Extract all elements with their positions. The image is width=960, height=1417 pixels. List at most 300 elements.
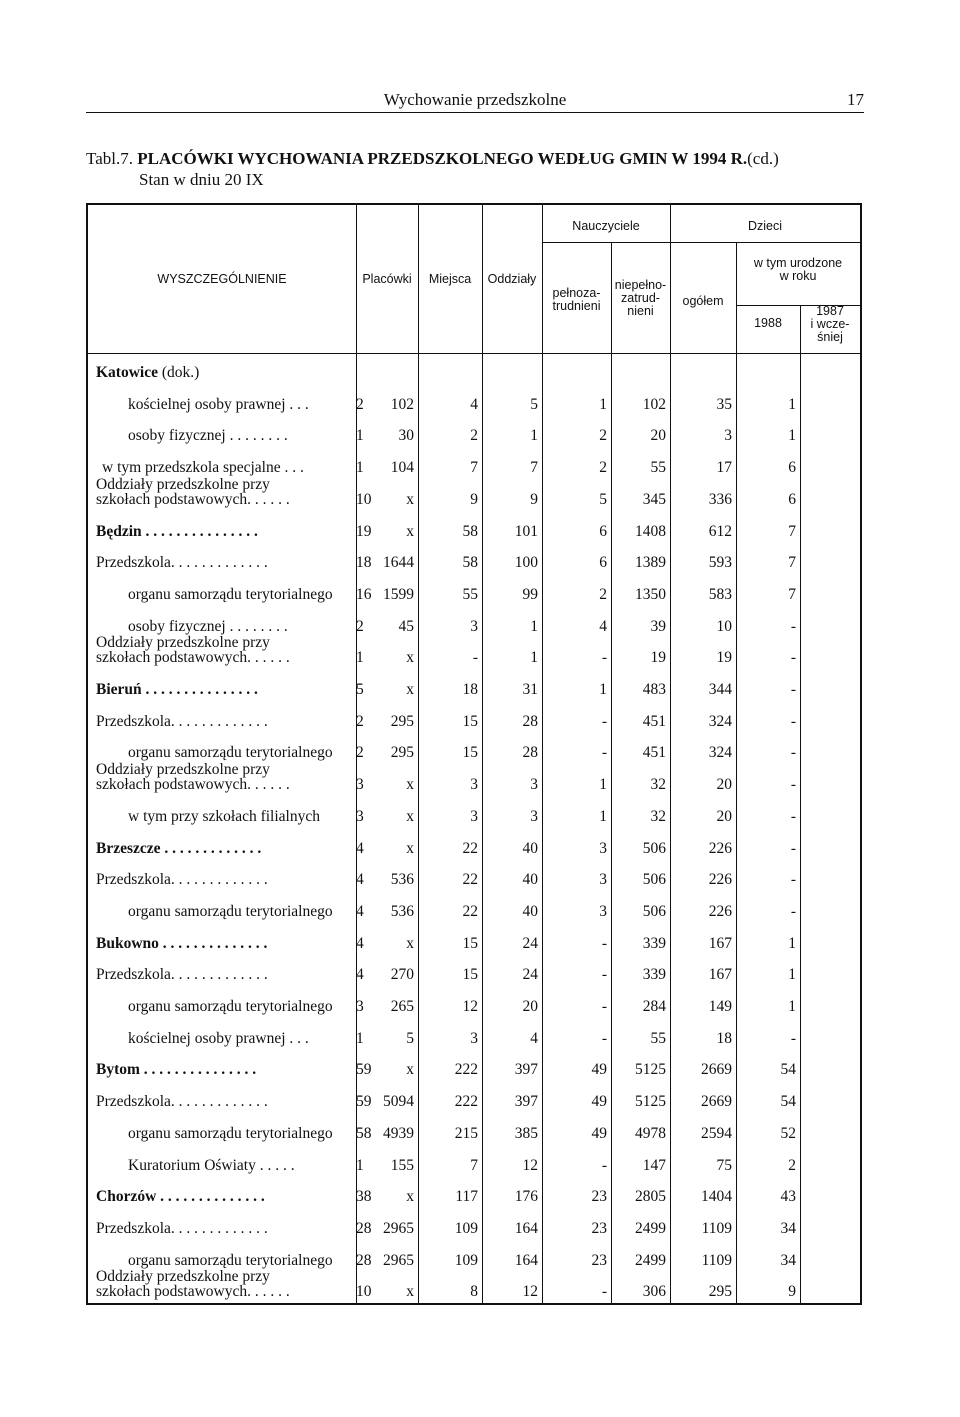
- table-cell: 1: [599, 776, 607, 794]
- table-cell: 40: [522, 902, 538, 920]
- table-cell: -: [790, 649, 796, 667]
- row-label: organu samorządu terytorialnego: [128, 744, 333, 762]
- table-cell: 35: [716, 395, 732, 413]
- table-cell: 10: [716, 617, 732, 635]
- page-number: 17: [847, 90, 864, 109]
- table-cell: 19: [356, 522, 372, 540]
- table-cell: 536: [390, 902, 414, 920]
- table-cell: 1644: [383, 554, 414, 572]
- header-1988: 1988: [754, 316, 782, 330]
- header-pelnozatrudnieni: pełnoza- trudnieni: [552, 286, 601, 313]
- table-cell: -: [790, 617, 796, 635]
- table-cell: x: [406, 681, 414, 698]
- table-cell: -: [790, 871, 796, 889]
- table-cell: -: [601, 649, 607, 667]
- header-nauczyciele: Nauczyciele: [572, 219, 640, 233]
- caption-title: PLACÓWKI WYCHOWANIA PRZEDSZKOLNEGO WEDŁUG GMIN W 1994 R.: [137, 149, 748, 168]
- table-cell: 4: [530, 1029, 538, 1047]
- table-cell: 3: [470, 807, 478, 825]
- table-cell: 3: [470, 1029, 478, 1047]
- table-cell: 345: [642, 490, 666, 508]
- table-cell: 12: [522, 1283, 538, 1301]
- table-cell: 32: [650, 776, 666, 794]
- table-cell: 3: [599, 871, 607, 889]
- table-cell: x: [406, 839, 414, 857]
- row-label: kościelnej osoby prawnej . . .: [128, 1029, 309, 1047]
- table-cell: 164: [514, 1219, 538, 1237]
- table-cell: 2594: [701, 1124, 732, 1142]
- table-cell: 3: [470, 617, 478, 635]
- table-cell: -: [790, 1029, 796, 1047]
- table-row: [88, 1030, 864, 1056]
- table-cell: 7: [470, 1156, 478, 1174]
- row-label: Bukowno . . . . . . . . . . . . . .: [96, 934, 268, 952]
- table-cell: 15: [462, 712, 478, 730]
- table-cell: 3: [599, 839, 607, 857]
- row-label: Przedszkola. . . . . . . . . . . . .: [96, 712, 268, 730]
- table-cell: -: [790, 839, 796, 857]
- table-cell: 30: [398, 427, 414, 445]
- row-label: Brzeszcze . . . . . . . . . . . . .: [96, 839, 262, 857]
- table-cell: 20: [716, 807, 732, 825]
- table-cell: 2499: [635, 1251, 666, 1269]
- table-cell: 59: [356, 1093, 372, 1111]
- table-cell: 593: [708, 554, 732, 572]
- table-cell: 4: [356, 934, 364, 952]
- table-row: [88, 1188, 864, 1214]
- table-cell: x: [406, 807, 414, 825]
- table-caption: [86, 148, 779, 190]
- table-cell: 19: [716, 649, 732, 667]
- table-cell: 339: [642, 966, 666, 984]
- caption-prefix: Tabl.7.: [86, 149, 138, 168]
- row-label: osoby fizycznej . . . . . . . .: [128, 617, 288, 635]
- table-cell: 31: [522, 681, 538, 698]
- table-cell: 1109: [701, 1251, 732, 1269]
- table-cell: 295: [708, 1283, 732, 1301]
- table-cell: 12: [522, 1156, 538, 1174]
- table-row: [88, 903, 864, 929]
- row-label: Bieruń . . . . . . . . . . . . . . .: [96, 681, 258, 698]
- table-cell: 8: [470, 1283, 478, 1301]
- table-row: [88, 554, 864, 580]
- table-cell: 15: [462, 966, 478, 984]
- table-cell: 3: [724, 427, 732, 445]
- table-cell: 1: [788, 395, 796, 413]
- table-cell: 20: [716, 776, 732, 794]
- table-cell: 2: [599, 427, 607, 445]
- table-cell: 16: [356, 585, 372, 603]
- table-cell: 101: [514, 522, 538, 540]
- table-cell: 2: [788, 1156, 796, 1174]
- table-cell: 52: [780, 1124, 796, 1142]
- table-cell: -: [601, 998, 607, 1015]
- table-cell: 7: [788, 554, 796, 572]
- table-cell: 339: [642, 934, 666, 952]
- table-cell: 1350: [635, 585, 666, 603]
- table-cell: 1: [530, 617, 538, 635]
- row-label: Przedszkola. . . . . . . . . . . . .: [96, 871, 268, 889]
- header-w-tym-urodzone: w tym urodzone w roku: [753, 256, 843, 283]
- table-cell: 5: [599, 490, 607, 508]
- table-cell: 397: [514, 1093, 538, 1111]
- row-label: Oddziały przedszkolne przy szkołach podstawowych. . . . . .: [96, 634, 290, 667]
- table-cell: -: [790, 807, 796, 825]
- table-cell: 28: [356, 1219, 372, 1237]
- table-cell: 18: [462, 681, 478, 698]
- table-row: [88, 840, 864, 866]
- table-cell: 102: [390, 395, 414, 413]
- table-cell: 49: [591, 1093, 607, 1111]
- row-label: organu samorządu terytorialnego: [128, 1251, 333, 1269]
- table-cell: x: [406, 934, 414, 952]
- row-label: osoby fizycznej . . . . . . . .: [128, 427, 288, 445]
- table-cell: 2: [599, 585, 607, 603]
- row-label: organu samorządu terytorialnego: [128, 902, 333, 920]
- table-cell: 55: [462, 585, 478, 603]
- table-cell: -: [790, 902, 796, 920]
- table-cell: 612: [708, 522, 732, 540]
- table-cell: 265: [390, 998, 414, 1015]
- table-cell: 4: [470, 395, 478, 413]
- table-row: [88, 681, 864, 707]
- row-label: Oddziały przedszkolne przy szkołach podstawowych. . . . . .: [96, 475, 290, 508]
- caption-date: Stan w dniu 20 IX: [139, 170, 264, 189]
- table-cell: 4978: [635, 1124, 666, 1142]
- table-cell: 5094: [383, 1093, 414, 1111]
- row-label: organu samorządu terytorialnego: [128, 585, 333, 603]
- table-cell: 1: [356, 1156, 364, 1174]
- table-cell: 1: [356, 649, 364, 667]
- table-cell: 58: [462, 554, 478, 572]
- table-cell: 18: [356, 554, 372, 572]
- table-cell: 506: [642, 871, 666, 889]
- table-cell: 12: [462, 998, 478, 1015]
- table-cell: 284: [642, 998, 666, 1015]
- row-label: w tym przedszkola specjalne . . .: [102, 459, 304, 477]
- table-cell: -: [790, 744, 796, 762]
- row-label: organu samorządu terytorialnego: [128, 1124, 333, 1142]
- table-cell: 222: [454, 1061, 478, 1079]
- table-cell: 75: [716, 1156, 732, 1174]
- table-cell: 15: [462, 934, 478, 952]
- header-niepelnozatrudnieni: niepełno- zatrud- nieni: [614, 278, 667, 318]
- table-row: [88, 396, 864, 422]
- table-cell: 19: [650, 649, 666, 667]
- table-cell: 104: [390, 459, 414, 477]
- table-cell: 39: [650, 617, 666, 635]
- table-cell: 4939: [383, 1124, 414, 1142]
- table-cell: 295: [390, 712, 414, 730]
- table-cell: 28: [522, 744, 538, 762]
- table-cell: 40: [522, 871, 538, 889]
- table-cell: 1: [530, 649, 538, 667]
- table-row: [88, 808, 864, 834]
- table-row: [88, 761, 864, 802]
- row-label: Oddziały przedszkolne przy szkołach podstawowych. . . . . .: [96, 1268, 290, 1301]
- table-cell: 6: [599, 522, 607, 540]
- table-cell: 583: [708, 585, 732, 603]
- table-cell: 38: [356, 1188, 372, 1206]
- table-cell: 54: [780, 1061, 796, 1079]
- table-cell: -: [601, 744, 607, 762]
- table-cell: x: [406, 490, 414, 508]
- table-cell: 7: [788, 585, 796, 603]
- table-cell: 100: [514, 554, 538, 572]
- data-table: [86, 203, 862, 1305]
- table-cell: 2805: [635, 1188, 666, 1206]
- table-cell: 324: [708, 712, 732, 730]
- table-cell: 1408: [635, 522, 666, 540]
- table-cell: 5125: [635, 1061, 666, 1079]
- table-cell: 5: [356, 681, 364, 698]
- table-cell: 3: [599, 902, 607, 920]
- table-cell: 4: [356, 871, 364, 889]
- table-row: [88, 475, 864, 517]
- table-cell: 3: [356, 776, 364, 794]
- table-cell: 1: [788, 998, 796, 1015]
- table-cell: 20: [650, 427, 666, 445]
- table-cell: 55: [650, 459, 666, 477]
- table-cell: 176: [514, 1188, 538, 1206]
- table-cell: 451: [642, 712, 666, 730]
- table-cell: 1404: [701, 1188, 732, 1206]
- table-cell: 17: [716, 459, 732, 477]
- table-cell: 7: [788, 522, 796, 540]
- table-cell: 3: [530, 807, 538, 825]
- table-cell: 506: [642, 902, 666, 920]
- table-cell: 3: [356, 998, 364, 1015]
- table-row: [88, 1061, 864, 1087]
- row-label: Przedszkola. . . . . . . . . . . . .: [96, 1093, 268, 1111]
- table-cell: 4: [356, 839, 364, 857]
- row-label: Oddziały przedszkolne przy szkołach podstawowych. . . . . .: [96, 761, 290, 794]
- table-cell: 1599: [383, 585, 414, 603]
- table-cell: 10: [356, 1283, 372, 1301]
- row-label: Katowice (dok.): [96, 364, 200, 381]
- table-cell: 2: [356, 617, 364, 635]
- table-cell: 385: [514, 1124, 538, 1142]
- table-cell: 164: [514, 1251, 538, 1269]
- table-cell: 147: [642, 1156, 666, 1174]
- table-cell: 7: [470, 459, 478, 477]
- table-cell: 336: [708, 490, 732, 508]
- header-wyszczegolnienie: WYSZCZEGÓLNIENIE: [157, 272, 287, 286]
- table-cell: -: [790, 712, 796, 730]
- table-cell: 1: [599, 681, 607, 698]
- table-row: [88, 871, 864, 897]
- table-cell: 155: [390, 1156, 414, 1174]
- running-head: [86, 90, 864, 113]
- table-row: [88, 966, 864, 992]
- table-cell: -: [601, 934, 607, 952]
- table-cell: 9: [788, 1283, 796, 1301]
- table-cell: x: [406, 649, 414, 667]
- table-cell: 28: [522, 712, 538, 730]
- table-cell: 226: [708, 839, 732, 857]
- table-row: [88, 713, 864, 739]
- header-oddzialy: Oddziały: [487, 272, 537, 286]
- table-cell: 222: [454, 1093, 478, 1111]
- table-cell: 2499: [635, 1219, 666, 1237]
- table-cell: 3: [530, 776, 538, 794]
- table-row: [88, 1220, 864, 1246]
- row-label: organu samorządu terytorialnego: [128, 998, 333, 1015]
- table-cell: 1: [788, 966, 796, 984]
- table-cell: 5: [530, 395, 538, 413]
- table-cell: 226: [708, 902, 732, 920]
- table-cell: -: [472, 649, 478, 667]
- table-cell: 2: [356, 744, 364, 762]
- table-row: [88, 1125, 864, 1151]
- table-cell: 10: [356, 490, 372, 508]
- table-cell: 59: [356, 1061, 372, 1079]
- table-row: [88, 1268, 864, 1309]
- table-cell: 506: [642, 839, 666, 857]
- table-cell: 24: [522, 966, 538, 984]
- table-cell: 2965: [383, 1251, 414, 1269]
- table-cell: 1: [788, 427, 796, 445]
- table-cell: 54: [780, 1093, 796, 1111]
- table-cell: 20: [522, 998, 538, 1015]
- table-cell: 5125: [635, 1093, 666, 1111]
- table-cell: 45: [398, 617, 414, 635]
- table-row: [88, 586, 864, 612]
- table-cell: -: [790, 681, 796, 698]
- table-cell: -: [601, 966, 607, 984]
- table-cell: 2: [599, 459, 607, 477]
- table-cell: x: [406, 522, 414, 540]
- row-label: Przedszkola. . . . . . . . . . . . .: [96, 966, 268, 984]
- table-row: [88, 1093, 864, 1119]
- table-cell: 22: [462, 871, 478, 889]
- table-row: [88, 1157, 864, 1183]
- table-cell: 2669: [701, 1061, 732, 1079]
- table-cell: 1: [356, 427, 364, 445]
- header-dzieci: Dzieci: [747, 219, 783, 233]
- table-cell: 109: [454, 1219, 478, 1237]
- table-cell: 5: [406, 1029, 414, 1047]
- table-cell: x: [406, 776, 414, 794]
- table-cell: 23: [591, 1188, 607, 1206]
- table-cell: 2: [356, 395, 364, 413]
- table-cell: 23: [591, 1219, 607, 1237]
- table-cell: x: [406, 1188, 414, 1206]
- table-cell: 99: [522, 585, 538, 603]
- table-cell: 15: [462, 744, 478, 762]
- table-row: [88, 998, 864, 1024]
- table-cell: -: [601, 1283, 607, 1301]
- table-row: [88, 523, 864, 549]
- table-cell: 270: [390, 966, 414, 984]
- table-cell: 1: [530, 427, 538, 445]
- table-cell: 2: [356, 712, 364, 730]
- table-cell: 22: [462, 902, 478, 920]
- table-cell: 6: [788, 490, 796, 508]
- table-cell: 6: [599, 554, 607, 572]
- table-cell: 2669: [701, 1093, 732, 1111]
- caption-suffix: (cd.): [747, 149, 779, 168]
- table-cell: 117: [455, 1188, 478, 1206]
- table-cell: 1: [356, 459, 364, 477]
- table-row: [88, 364, 864, 390]
- table-cell: 1: [599, 395, 607, 413]
- table-cell: 4: [599, 617, 607, 635]
- table-cell: 1: [788, 934, 796, 952]
- table-cell: 49: [591, 1124, 607, 1142]
- table-cell: 34: [780, 1251, 796, 1269]
- table-cell: x: [406, 1283, 414, 1301]
- header-ogolem: ogółem: [682, 294, 724, 308]
- table-cell: 2965: [383, 1219, 414, 1237]
- table-cell: 215: [454, 1124, 478, 1142]
- header-1987: 1987 i wcze- śniej: [810, 304, 850, 344]
- table-cell: 1389: [635, 554, 666, 572]
- table-cell: 483: [642, 681, 666, 698]
- table-cell: 3: [356, 807, 364, 825]
- row-label: w tym przy szkołach filialnych: [128, 807, 320, 825]
- row-label: Chorzów . . . . . . . . . . . . . .: [96, 1188, 265, 1206]
- table-cell: 24: [522, 934, 538, 952]
- table-cell: 7: [530, 459, 538, 477]
- table-cell: 43: [780, 1188, 796, 1206]
- row-label: Kuratorium Oświaty . . . . .: [128, 1156, 295, 1174]
- row-label: kościelnej osoby prawnej . . .: [128, 395, 309, 413]
- table-cell: 102: [642, 395, 666, 413]
- table-cell: 58: [462, 522, 478, 540]
- table-cell: 28: [356, 1251, 372, 1269]
- table-cell: 1: [356, 1029, 364, 1047]
- table-cell: 23: [591, 1251, 607, 1269]
- table-row: [88, 634, 864, 675]
- table-cell: 32: [650, 807, 666, 825]
- table-cell: 49: [591, 1061, 607, 1079]
- running-head-title: Wychowanie przedszkolne: [383, 90, 567, 109]
- table-cell: 34: [780, 1219, 796, 1237]
- table-cell: 344: [708, 681, 732, 698]
- row-label: Przedszkola. . . . . . . . . . . . .: [96, 554, 268, 572]
- table-cell: 226: [708, 871, 732, 889]
- row-label: Bytom . . . . . . . . . . . . . . .: [96, 1061, 257, 1079]
- row-label: Będzin . . . . . . . . . . . . . . .: [96, 522, 258, 540]
- table-cell: 149: [708, 998, 732, 1015]
- header-miejsca: Miejsca: [428, 272, 472, 286]
- table-cell: 4: [356, 966, 364, 984]
- row-label: Przedszkola. . . . . . . . . . . . .: [96, 1219, 268, 1237]
- table-cell: -: [790, 776, 796, 794]
- table-cell: 58: [356, 1124, 372, 1142]
- table-cell: 295: [390, 744, 414, 762]
- table-cell: 324: [708, 744, 732, 762]
- table-cell: 9: [530, 490, 538, 508]
- table-cell: 1109: [701, 1219, 732, 1237]
- table-row: [88, 935, 864, 961]
- table-cell: 2: [470, 427, 478, 445]
- table-cell: 40: [522, 839, 538, 857]
- table-cell: 22: [462, 839, 478, 857]
- table-cell: 167: [708, 934, 732, 952]
- table-cell: 55: [650, 1029, 666, 1047]
- table-cell: 451: [642, 744, 666, 762]
- table-cell: 306: [642, 1283, 666, 1301]
- table-cell: 167: [708, 966, 732, 984]
- table-cell: 536: [390, 871, 414, 889]
- table-cell: 397: [514, 1061, 538, 1079]
- table-cell: 1: [599, 807, 607, 825]
- table-cell: 4: [356, 902, 364, 920]
- table-cell: -: [601, 712, 607, 730]
- header-placowki: Placówki: [362, 272, 412, 286]
